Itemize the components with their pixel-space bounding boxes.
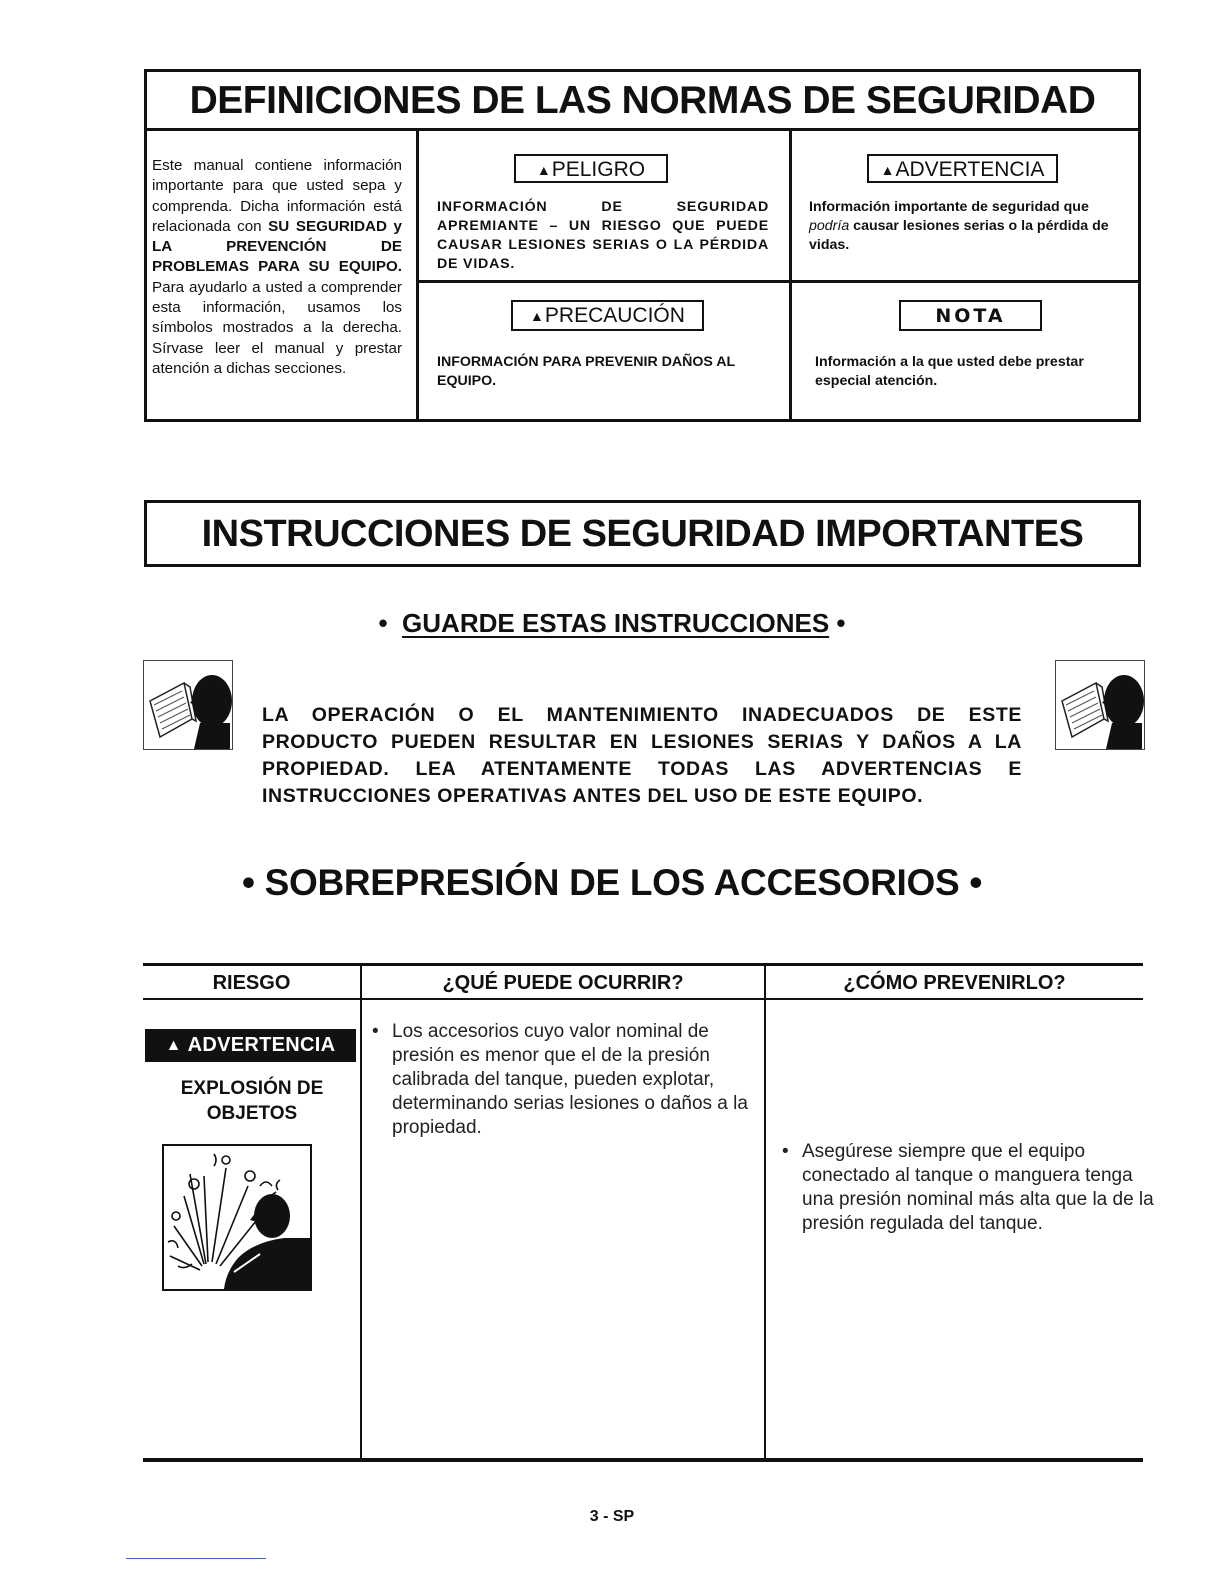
precaucion-label-text: PRECAUCIÓN <box>544 304 685 327</box>
peligro-description: INFORMACIÓN DE SEGURIDAD APREMIANTE – UN RIESGO QUE PUEDE CAUSAR LESIONES SERIAS O LA PÉRDIDA DE VIDAS. <box>437 199 769 272</box>
table-header-rule <box>143 998 1143 1000</box>
read-manual-icon <box>143 660 233 750</box>
intro-text-end: Para ayudarlo a usted a comprender esta información, usamos los símbolos mostrados a la derecha. Sírvase leer el manual y prestar atención a dichas secciones. <box>152 278 402 377</box>
improper-operation-warning: LA OPERACIÓN O EL MANTENIMIENTO INADECUADOS DE ESTE PRODUCTO PUEDEN RESULTAR EN LESIONES SERIAS Y DAÑOS A LA PROPIEDAD. LEA ATENTAMENTE TODAS LAS ADVERTENCIAS E INSTRUCCIONES OPERATIVAS ANTES DEL USO DE ESTE EQUIPO. <box>262 704 1022 807</box>
header-como-prevenirlo: ¿CÓMO PREVENIRLO? <box>843 972 1066 994</box>
table-column-divider <box>360 966 362 1458</box>
footer-link-line <box>126 1558 266 1559</box>
header-riesgo: RIESGO <box>212 972 291 994</box>
advertencia-description <box>809 198 1119 255</box>
nota-description: Información a la que usted debe prestar especial atención. <box>815 354 1084 389</box>
hazard-label <box>146 1076 358 1126</box>
advertencia-text: Información importante de seguridad que <box>809 199 1089 215</box>
definitions-box <box>144 69 1141 422</box>
advertencia-italic: podría <box>809 218 850 234</box>
instructions-title: INSTRUCCIONES DE SEGURIDAD IMPORTANTES <box>144 500 1141 567</box>
hazard-label-line: OBJETOS <box>206 1103 298 1124</box>
what-can-happen-text: • Los accesorios cuyo valor nominal de presión es menor que el de la presión calibrada del tanque, pueden explotar, determinando serias lesiones o daños a la propiedad. <box>370 1020 775 1140</box>
warning-triangle-icon: ▲ <box>165 1037 182 1054</box>
peligro-label <box>514 154 668 183</box>
peligro-label-text: PELIGRO <box>551 158 646 181</box>
section-title: • SOBREPRESIÓN DE LOS ACCESORIOS • <box>241 862 983 903</box>
save-instructions-text: GUARDE ESTAS INSTRUCCIONES <box>402 608 830 638</box>
header-que-puede-ocurrir: ¿QUÉ PUEDE OCURRIR? <box>442 972 684 994</box>
bullet: • <box>378 608 388 638</box>
column-divider <box>416 131 419 419</box>
hazard-label-line: EXPLOSIÓN DE <box>180 1078 324 1099</box>
warning-triangle-icon: ▲ <box>530 308 544 324</box>
definitions-title: DEFINICIONES DE LAS NORMAS DE SEGURIDAD <box>147 72 1138 131</box>
precaucion-label <box>511 300 704 331</box>
nota-label: NOTA <box>899 300 1042 331</box>
exploding-objects-icon <box>162 1144 312 1291</box>
table-bottom-rule <box>143 1458 1143 1462</box>
read-manual-icon <box>1055 660 1145 750</box>
column-divider <box>789 131 792 419</box>
precaucion-description: INFORMACIÓN PARA PREVENIR DAÑOS AL EQUIPO. <box>437 354 735 389</box>
intro-text: Este manual contiene información importante para que usted sepa y comprenda. Dicha información está relacionada con <box>152 157 402 235</box>
bullet: • <box>836 608 846 638</box>
advertencia-label-text: ADVERTENCIA <box>895 158 1045 181</box>
advertencia-badge <box>145 1029 356 1062</box>
table-top-rule <box>143 963 1143 966</box>
advertencia-text-end: causar lesiones serias o la pérdida de vidas. <box>809 218 1109 253</box>
page-number: 3 - SP <box>589 1508 635 1525</box>
intro-bold-text: SU SEGURIDAD y LA PREVENCIÓN DE PROBLEMAS PARA SU EQUIPO. <box>152 217 402 276</box>
how-to-prevent-text: • Asegúrese siempre que el equipo conectado al tanque o manguera tenga una presión nominal más alta que la de la presión regulada del tanque. <box>780 1140 1168 1236</box>
advertencia-label <box>867 154 1058 183</box>
advertencia-badge-text: ADVERTENCIA <box>187 1034 336 1056</box>
definitions-intro <box>152 156 402 379</box>
warning-triangle-icon: ▲ <box>536 162 551 178</box>
save-instructions-heading <box>0 608 1224 639</box>
row-divider <box>419 280 1138 283</box>
warning-triangle-icon: ▲ <box>880 162 895 178</box>
